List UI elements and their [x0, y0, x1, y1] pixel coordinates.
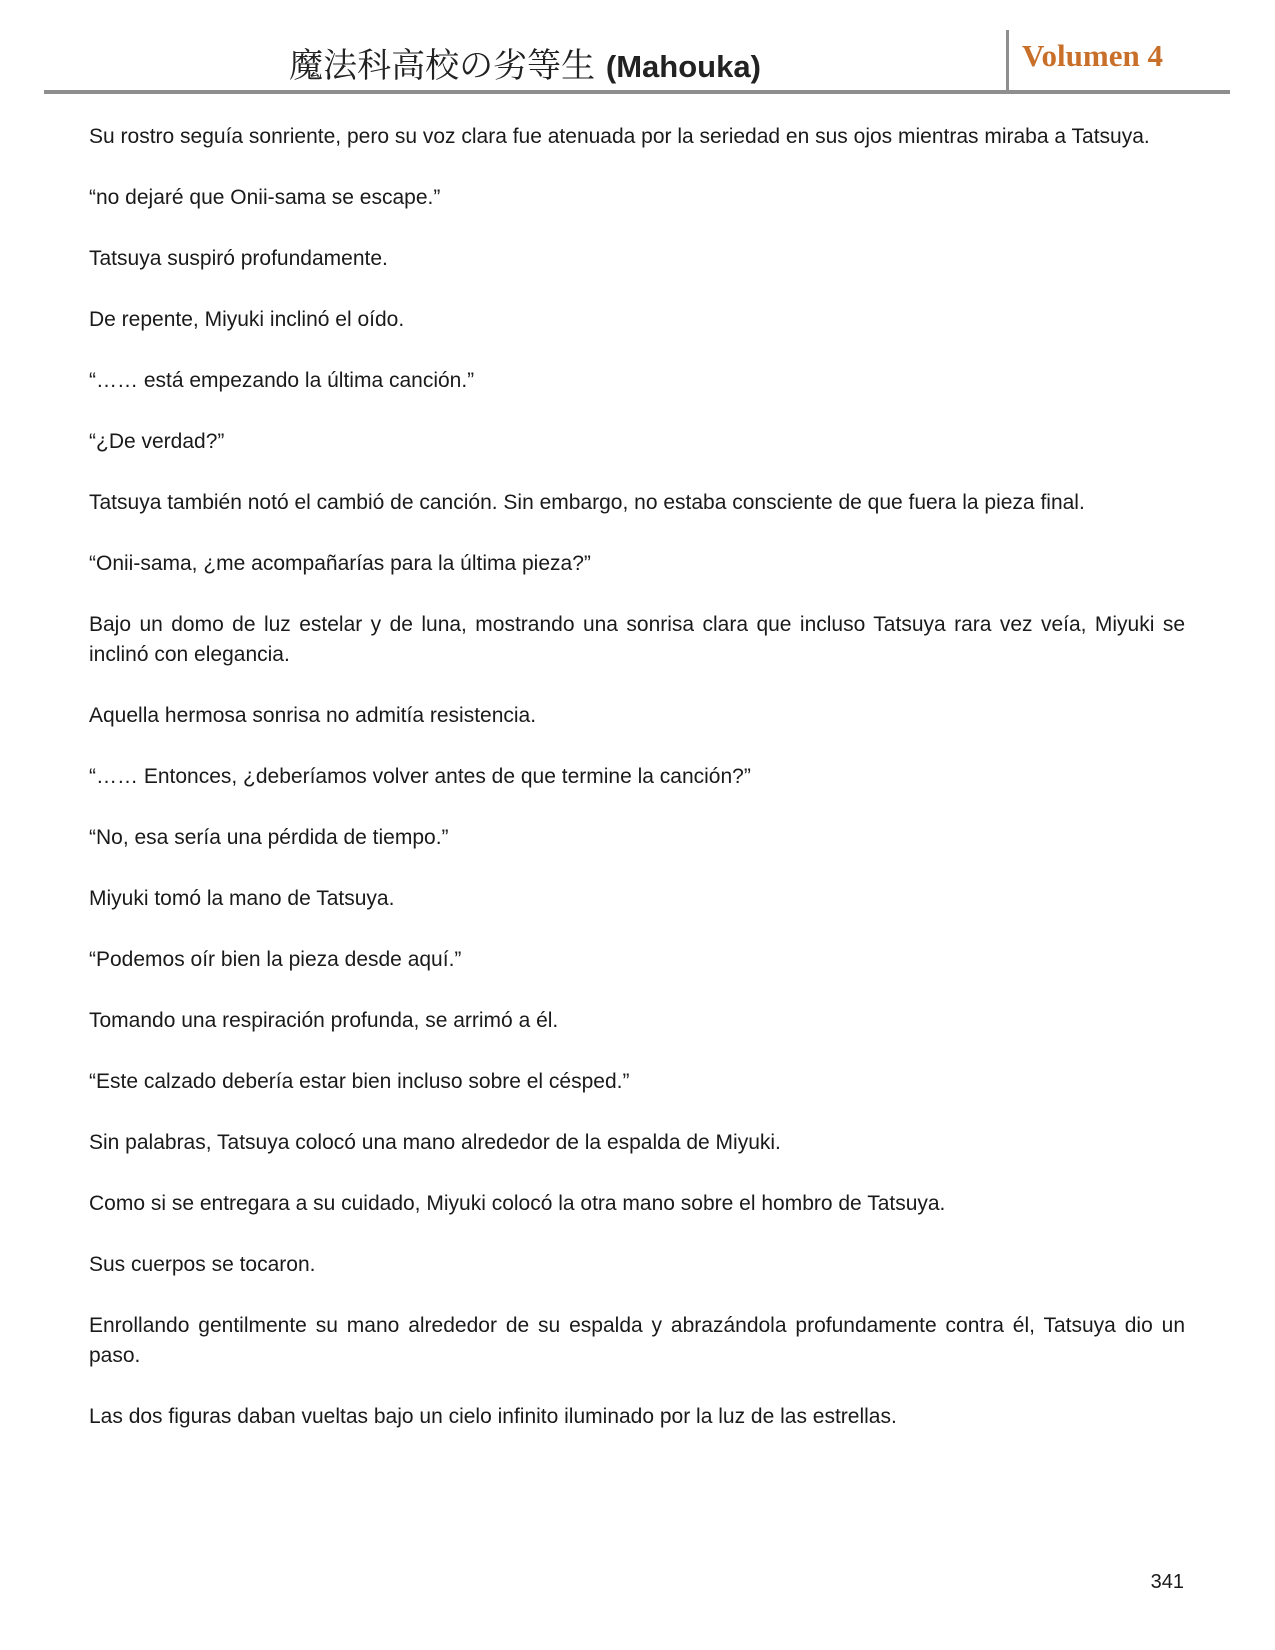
paragraph: “Podemos oír bien la pieza desde aquí.” [89, 948, 462, 971]
paragraph: Tatsuya también notó el cambió de canción. Sin embargo, no estaba consciente de que fuera la pieza final. [89, 491, 1085, 514]
page-header [44, 26, 1230, 94]
paragraph: “Este calzado debería estar bien incluso sobre el césped.” [89, 1070, 630, 1093]
paragraph: Las dos figuras daban vueltas bajo un cielo infinito iluminado por la luz de las estrellas. [89, 1405, 897, 1428]
paragraph: Bajo un domo de luz estelar y de luna, mostrando una sonrisa clara que incluso Tatsuya rara vez veía, Miyuki se inclinó con elegancia. [89, 613, 1185, 666]
paragraph: Tomando una respiración profunda, se arrimó a él. [89, 1009, 559, 1032]
paragraph: Sus cuerpos se tocaron. [89, 1253, 316, 1276]
header-rule [44, 90, 1230, 94]
paragraph: “No, esa sería una pérdida de tiempo.” [89, 826, 449, 849]
paragraph: Como si se entregara a su cuidado, Miyuki colocó la otra mano sobre el hombro de Tatsuya. [89, 1192, 946, 1215]
paragraph: “…… Entonces, ¿deberíamos volver antes de que termine la canción?” [89, 765, 751, 788]
paragraph: Enrollando gentilmente su mano alrededor de su espalda y abrazándola profundamente contra él, Tatsuya dio un paso. [89, 1314, 1185, 1367]
paragraph: “no dejaré que Onii-sama se escape.” [89, 186, 441, 209]
volume-label: Volumen 4 [1022, 38, 1163, 73]
paragraph: Miyuki tomó la mano de Tatsuya. [89, 887, 395, 910]
book-title [44, 38, 1006, 87]
paragraph: “…… está empezando la última canción.” [89, 369, 475, 392]
book-title-latin: (Mahouka) [605, 49, 761, 84]
page-body [89, 122, 1185, 1463]
paragraph: Su rostro seguía sonriente, pero su voz clara fue atenuada por la seriedad en sus ojos mientras miraba a Tatsuya. [89, 125, 1150, 148]
paragraph: “Onii-sama, ¿me acompañarías para la última pieza?” [89, 552, 591, 575]
paragraph: Aquella hermosa sonrisa no admitía resistencia. [89, 704, 537, 727]
book-title-japanese: 魔法科高校の劣等生 [289, 46, 606, 86]
paragraph: “¿De verdad?” [89, 430, 225, 453]
paragraph: De repente, Miyuki inclinó el oído. [89, 308, 405, 331]
paragraph: Sin palabras, Tatsuya colocó una mano alrededor de la espalda de Miyuki. [89, 1131, 781, 1154]
header-divider [1006, 30, 1009, 92]
paragraph: Tatsuya suspiró profundamente. [89, 247, 388, 270]
page-number: 341 [1150, 1571, 1184, 1593]
